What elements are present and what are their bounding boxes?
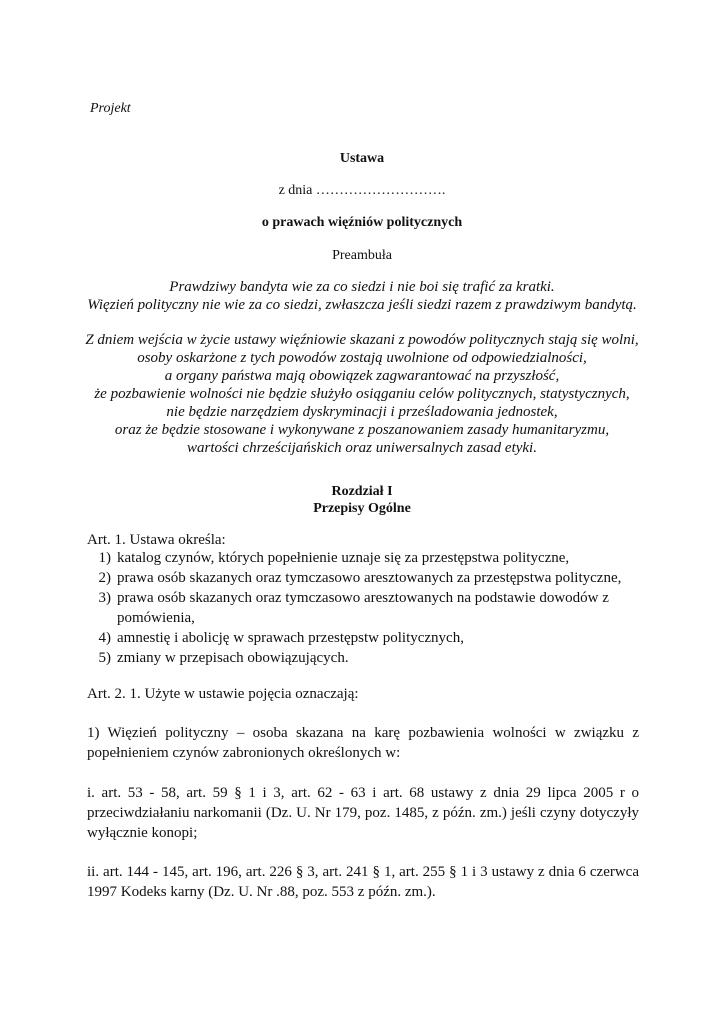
preamble-line: a organy państwa mają obowiązek zagwarantować na przyszłość,	[164, 368, 560, 384]
definition-political-prisoner: 1) Więzień polityczny – osoba skazana na karę pozbawienia wolności w związku z popełnieniem czynów zabronionych określonych w:	[87, 725, 639, 761]
chapter-heading	[0, 483, 724, 517]
list-item	[87, 628, 639, 648]
act-subtitle: o prawach więźniów politycznych	[261, 215, 463, 230]
preamble-line: Prawdziwy bandyta wie za co siedzi i nie boi się trafić za kratki.	[169, 279, 555, 295]
chapter-title: Przepisy Ogólne	[313, 501, 411, 516]
list-item-number: 3)	[98, 590, 111, 606]
list-item-text: katalog czynów, których popełnienie uznaje się za przestępstwa polityczne,	[117, 550, 570, 566]
act-title: Ustawa	[339, 151, 385, 166]
draft-label: Projekt	[90, 101, 131, 116]
preamble-line: nie będzie narzędziem dyskryminacji i prześladowania jednostek,	[166, 404, 558, 420]
list-item	[87, 648, 639, 668]
list-item-number: 2)	[98, 570, 111, 586]
preamble-stanza-1	[0, 278, 724, 314]
article-2-intro: Art. 2. 1. Użyte w ustawie pojęcia oznaczają:	[87, 686, 359, 702]
list-item-number: 4)	[98, 630, 111, 646]
list-item-text: amnestię i abolicję w sprawach przestępstw politycznych,	[117, 630, 464, 646]
list-item	[87, 568, 639, 588]
article-1-intro: Art. 1. Ustawa określa:	[87, 532, 226, 548]
preamble-line: oraz że będzie stosowane i wykonywane z poszanowaniem zasady humanitaryzmu,	[114, 422, 610, 438]
preamble-line: osoby oskarżone z tych powodów zostają uwolnione od odpowiedzialności,	[137, 350, 587, 366]
preamble-stanza-2	[0, 331, 724, 457]
list-item-number: 1)	[98, 550, 111, 566]
list-item	[87, 548, 639, 568]
list-item-number: 5)	[98, 650, 111, 666]
list-item-text: prawa osób skazanych oraz tymczasowo aresztowanych za przestępstwa polityczne,	[117, 570, 622, 586]
preamble-line: że pozbawienie wolności nie będzie służyło osiąganiu celów politycznych, statystycznych,	[94, 386, 630, 402]
definition-point-i: i. art. 53 - 58, art. 59 § 1 i 3, art. 62 - 63 i art. 68 ustawy z dnia 29 lipca 2005 r o przeciwdziałaniu narkomanii (Dz. U. Nr 179, poz. 1485, z późn. zm.) jeśli czyny dotyczyły wyłącznie konopi;	[87, 785, 639, 841]
preamble-line: wartości chrześcijańskich oraz uniwersalnych zasad etyki.	[187, 440, 537, 456]
list-item-text: prawa osób skazanych oraz tymczasowo aresztowanych na podstawie dowodów z pomówienia,	[117, 590, 609, 626]
preamble-line: Z dniem wejścia w życie ustawy więźniowie skazani z powodów politycznych stają się wolni,	[85, 332, 639, 348]
chapter-number: Rozdział I	[331, 484, 393, 499]
list-item-text: zmiany w przepisach obowiązujących.	[117, 650, 349, 666]
date-line: z dnia ……………………….	[278, 183, 446, 198]
article-1-list	[87, 548, 639, 668]
preamble-heading: Preambuła	[332, 248, 392, 263]
preamble-line: Więzień polityczny nie wie za co siedzi, zwłaszcza jeśli siedzi razem z prawdziwym bandytą.	[87, 297, 637, 313]
definition-point-ii: ii. art. 144 - 145, art. 196, art. 226 § 3, art. 241 § 1, art. 255 § 1 i 3 ustawy z dnia 6 czerwca 1997 Kodeks karny (Dz. U. Nr .88, poz. 553 z późn. zm.).	[87, 864, 639, 900]
list-item	[87, 588, 639, 628]
